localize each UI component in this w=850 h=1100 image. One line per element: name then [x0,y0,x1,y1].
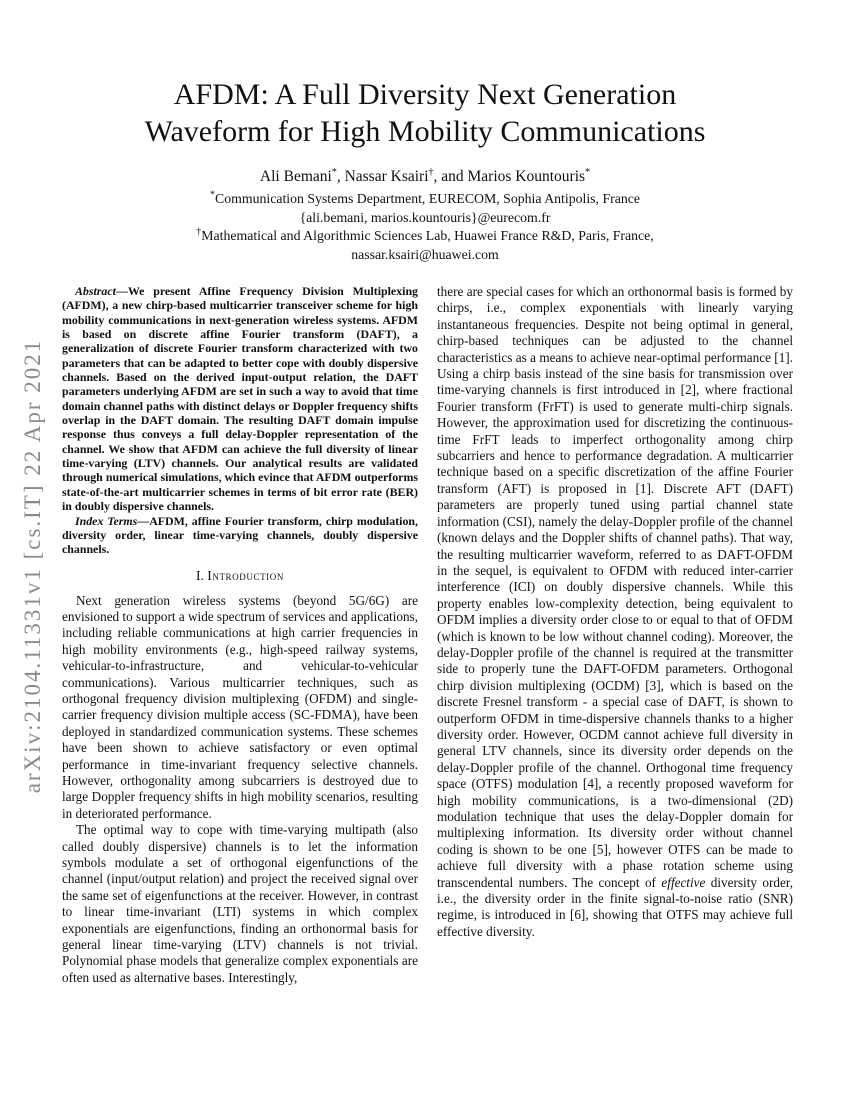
email-line: {ali.bemani, marios.kountouris}@eurecom.fr [299,209,551,225]
paper-title-line2: Waveform for High Mobility Communications [144,115,706,148]
abstract-text: —We present Affine Frequency Division Multiplexing (AFDM), a new chirp-based multicarrier transceiver scheme for high mobility communications in next-generation wireless systems. AFDM is based on discrete affine Fourier transform (DAFT), a generalization of discrete Fourier transform characterized with two parameters that can be adapted to better cope with doubly dispersive channels. Based on the derived input-output relation, the DAFT parameters underlying AFDM are set in such a way to avoid that time domain channel paths with distinct delays or Doppler frequency shifts overlap in the DAFT domain. The resulting DAFT domain impulse response thus conveys a full delay-Doppler representation of the channel. We show that AFDM can achieve the full diversity of linear time-varying (LTV) channels. Our analytical results are validated through numerical simulations, which evince that AFDM outperforms state-of-the-art multicarrier schemes in terms of bit error rate (BER) in doubly dispersive channels. [62,284,418,514]
section-heading-introduction [62,568,418,584]
intro-paragraph-1: Next generation wireless systems (beyond 5G/6G) are envisioned to support a wide spectrum of services and applications, including reliable communications at high carrier frequencies in high mobility environments (e.g., high-speed railway systems, vehicular-to-infrastructure, and vehicular-to-vehicular communications). Various multicarrier techniques, such as orthogonal frequency division multiplexing (OFDM) and single-carrier frequency division multiple access (SC-FDMA), have been deployed in standardized communication systems. These schemes have been shown to achieve satisfactory or even optimal performance in time-invariant frequency selective channels. However, orthogonality among subcarriers is destroyed due to large Doppler frequency shifts in high mobility scenarios, resulting in deteriorated performance. [62,592,418,821]
intro-paragraph-3 [437,284,793,940]
affiliation-text: Communication Systems Department, EURECOM, Sophia Antipolis, France [215,191,640,206]
affiliation-line [0,227,850,246]
paper-title-line1: AFDM: A Full Diversity Next Generation [173,78,677,111]
affiliation-text: Mathematical and Algorithmic Sciences Lab, Huawei France R&D, Paris, France, [201,228,654,243]
affil-mark: * [210,189,215,201]
email-line: nassar.ksairi@huawei.com [351,246,499,262]
two-column-body [62,284,793,986]
index-terms-text: —AFDM, affine Fourier transform, chirp modulation, diversity order, linear time-varying channels, doubly dispersive channels. [62,513,418,557]
index-terms-label: Index Terms [75,513,138,528]
intro-paragraph-3-text: there are special cases for which an orthonormal basis is formed by chirps, i.e., complex exponentials with linearly varying instantaneous frequencies. Despite not being optimal in general, chirp-based techniques can be adjusted to the channel characteristics as a means to achieve near-optimal performance [1]. Using a chirp basis instead of the sine basis for transmission over time-varying channels is first introduced in [2], where fractional Fourier transform (FrFT) is used to generate multi-chirp signals. However, the approximation used for discretizing the continuous-time FrFT leads to imperfect orthogonality among chirp subcarriers and hence to performance degradation. A multicarrier technique based on a specific discretization of the affine Fourier transform (AFT) is proposed in [1]. Discrete AFT (DAFT) parameters are properly tuned using partial channel state information (CSI), namely the delay-Doppler profile of the channel (known delays and the Doppler shifts of channel paths). That way, the resulting multicarrier waveform, referred to as DAFT-OFDM in the sequel, is equivalent to OFDM with reduced inter-carrier interference (ICI) on doubly dispersive channels. While this property enables low-complexity detection, being equivalent to OFDM implies a diversity order close to or equal to that of OFDM (which is known to be low without channel coding). Moreover, the delay-Doppler profile of the channel is required at the transmitter side to properly tune the DAFT-OFDM parameters. Orthogonal chirp division multiplexing (OCDM) [3], which is based on the discrete Fresnel transform - a special case of DAFT, is shown to outperform OFDM in time-dispersive channels thanks to a higher diversity order. However, OCDM cannot achieve full diversity in general LTV channels, since its diversity order depends on the delay-Doppler profile of the channel. Orthogonal time frequency space (OTFS) modulation [4], a recently proposed waveform for high mobility communications, is a two-dimensional (2D) modulation technique that uses the delay-Doppler domain for multiplexing information. Its diversity order without channel coding is shown to be one [5], however OTFS can be made to achieve full diversity with a phase rotation scheme using transcendental numbers. The concept of [437,284,793,890]
abstract-label: Abstract [75,284,116,298]
author-affil-mark: * [585,166,591,178]
paper-header [0,0,850,264]
paper-title [0,76,850,150]
abstract [62,284,418,514]
affiliation-line [0,190,850,209]
intro-paragraph-3-text: diversity order, i.e., the diversity order in the finite signal-to-noise ratio (SNR) regime, is introduced in [6], showing that OTFS may achieve full effective diversity. [437,874,794,939]
author-line [0,167,850,187]
right-column [437,284,793,986]
arxiv-banner: arXiv:2104.11331v1 [cs.IT] 22 Apr 2021 [20,338,45,794]
affiliation-block [0,190,850,264]
emphasized-word: effective [661,874,706,890]
index-terms [62,514,418,557]
author-affil-mark: † [428,166,434,178]
left-column [62,284,418,986]
author-name: , and Marios Kountouris [433,168,586,185]
author-affil-mark: * [331,166,337,178]
section-title: Introduction [207,567,284,583]
author-name: Ali Bemani [259,168,332,185]
author-name: , Nassar Ksairi [336,168,429,185]
intro-paragraph-2: The optimal way to cope with time-varying multipath (also called doubly dispersive) channels is to let the information symbols modulate a set of orthogonal eigenfunctions of the channel (input/output relation) and project the received signal over the same set of eigenfunctions at the receiver. However, in contrast to linear time-invariant (LTI) systems in which complex exponentials are eigenfunctions, finding an orthonormal basis for general linear time-varying (LTV) channels is not trivial. Polynomial phase models that generalize complex exponentials are often used as alternative bases. Interestingly, [62,822,418,985]
section-number: I. [196,567,204,583]
affil-mark: † [196,226,202,238]
